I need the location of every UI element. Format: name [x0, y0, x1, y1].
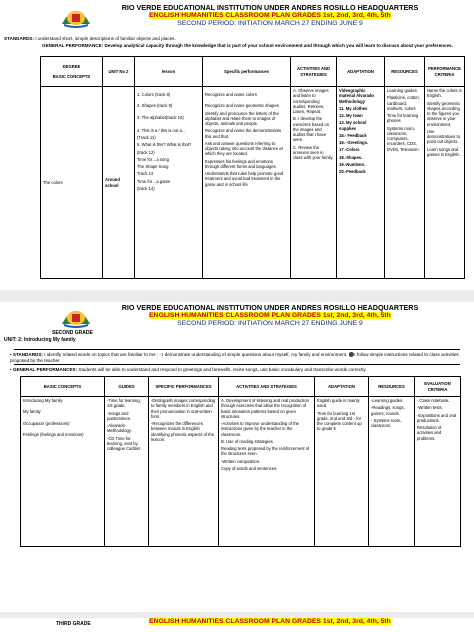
column-header: ACTIVITIES AND STRATEGIES [291, 57, 337, 87]
plan-table-second-grade [20, 376, 461, 547]
lesson-item: 4. This is a / this is not a… [137, 127, 187, 133]
lesson-item: 3. The alphabet(track 10) [137, 114, 184, 120]
grade-title: SECOND GRADE [52, 330, 93, 336]
lesson-item: 5. What is this? What is that? [137, 142, 192, 148]
column-header: DEGREE BASIC CONCEPTS [41, 57, 103, 87]
column-header: GUIDES [105, 377, 149, 397]
adaptation-cell: English guide is mainly used. Time for learning 1st grade, 2nd and 3rd - for the complete content up to grade 5 [315, 397, 369, 547]
divider [14, 349, 460, 350]
lesson-item: Track 13 [137, 171, 154, 177]
column-header: SPECIFIC PERFORMANCES [149, 377, 219, 397]
grade-title: THIRD GRADE [56, 621, 91, 627]
column-header: RESOURCES [385, 57, 425, 87]
degree-cell: The colors [41, 87, 103, 279]
general-performance-text: Students will be able to understand and respond to greetings and farewells, recite songs, use basic vocabulary and transcribe words correctly. [78, 367, 367, 372]
general-performance-text: Develop analytical capacity through the knowledge that is part of your school environment and through which you will learn to discuss about your preferences. [104, 43, 453, 48]
column-header: ACTIVITIES AND STRATEGIES [219, 377, 315, 397]
divider [14, 364, 460, 365]
header-period: SECOND PERIOD: INITIATION MARCH 27 ENDING JUNE 9 [177, 319, 363, 327]
lesson-item: 2. Shapes (track 9) [137, 103, 173, 109]
page-3 [0, 618, 474, 632]
column-header: lesson [135, 57, 203, 87]
general-performance [42, 43, 458, 49]
standards-text: I identify related words on topics that are familiar to me ; - I demonstrate understanding of simple questions about myself, my family and environment. ⚫I follow simple instructions related to class activities proposed by the teacher [10, 352, 459, 363]
activities-cell: A. Observe images and listen to corresponding audios. Retrieve, Listen, Repeat. B. I develop the exercises based on the images and audios that I have seen. C. Review the annexes seen in class with your family. [291, 87, 337, 279]
plan-table-first-grade [40, 56, 465, 279]
header-institution: RIO VERDE EDUCATIONAL INSTITUTION UNDER ANDRES ROSILLO HEADQUARTERS [121, 3, 419, 12]
general-performance-label: GENERAL PERFORMANCE: [42, 43, 104, 48]
header-period: SECOND PERIOD: INITIATION MARCH 27 ENDING JUNE 9 [177, 19, 363, 27]
header-plan-title: ENGLISH HUMANITIES CLASSROOM PLAN GRADES 1st, 2nd, 3rd, 4th, 5th [149, 312, 391, 320]
header-institution: RIO VERDE EDUCATIONAL INSTITUTION UNDER ANDRES ROSILLO HEADQUARTERS [121, 303, 419, 312]
adaptation-cell: Videographic material Alvarado Methodology 11. My clothes 12. My town 13. My school supplies 15.- Feedback 16.- Greetings. 17.-Colors 18.-Shapes. 19.-Numbers. 20.-Feedback [337, 87, 385, 279]
lesson-item: The Shape Song [137, 164, 169, 169]
column-header: ADAPTATION [337, 57, 385, 87]
standards-label: STANDARDS: [12, 352, 43, 357]
standards-label: STANDARDS: [4, 36, 35, 41]
resources-cell: -Learning guides. -Readings, songs, games, rounds. - Systems room, classroom. [369, 397, 415, 547]
column-header: ADAPTATION [315, 377, 369, 397]
header-plan-title: ENGLISH HUMANITIES CLASSROOM PLAN GRADES 1st, 2nd, 3rd, 4th, 5th [149, 12, 391, 20]
standards-line [4, 36, 470, 42]
column-header: PERFORMANCE CRITERIA [425, 57, 465, 87]
document-header [85, 618, 455, 626]
resources-cell: Learning guides Plasticine, cotton, cardboard, markers, colors Time for learning phones Systems room, classroom, Computers, recorders, CDS, DVDs, Television. [385, 87, 425, 279]
unit-cell: Around school [103, 87, 135, 279]
criteria-cell: Name the colors in English. Identify geometric shapes according to the figures you observe in your environment. Use demonstratives to point out objects. Learn songs and games in English. [425, 87, 465, 279]
document-header [85, 4, 455, 27]
lesson-item: (Track 11) [137, 135, 156, 140]
document-header [85, 304, 455, 327]
guides-cell: -Time for learning, 1st grade. -Songs and pantomimes. -Alvarado Methodology. -CD Time for learning, sent by colleague Carlitos [105, 397, 149, 547]
lesson-item: Time for…a game [137, 178, 171, 184]
page-1 [0, 0, 474, 290]
specific-performances-cell: -Distinguish images corresponding to family members in English and their pronunciation in oral-written form. -Recognizes the differences between moods in English identifying phonetic aspects of the lexicon. [149, 397, 219, 547]
lesson-item: 1. Colors (track 8) [137, 92, 171, 97]
column-header: EVALUATION CRITERIA [415, 377, 461, 397]
general-performance: • GENERAL PERFORMANCES: Students will be able to understand and respond to greetings and farewells, recite songs, use basic vocabulary and transcribe words correctly. [10, 367, 367, 372]
basic-concepts-cell: Introducing My family My family Occupation (professions) Feelings (feelings and emotions) [21, 397, 105, 547]
page-2 [0, 302, 474, 612]
lessons-cell [135, 87, 203, 279]
standards-text: I understand short, simple descriptions of familiar objects and places. [35, 36, 176, 41]
general-performance-label: GENERAL PERFORMANCES: [12, 367, 78, 372]
lesson-item: (track 12) [137, 149, 155, 155]
column-header: Specific performances [203, 57, 291, 87]
lesson-item: Time for…a song [137, 156, 169, 162]
column-header: RESOURCES [369, 377, 415, 397]
standards-line: • STANDARDS: I identify related words on topics that are familiar to me ; - I demonstrate understanding of simple questions about myself, my family and environment. ⚫I follow simple instructions related to class activities proposed by the teacher [10, 352, 459, 363]
activities-cell: A. Development of listening and oral production through exercises that allow the recognition of basic intonation patterns based on given structures. -Activities to improve understanding of the instructions given by the teacher in the classroom. B. Use of reading strategies. Reading texts proposed by the reinforcement of the structures seen. -Written composition. Copy of words and sentences. [219, 397, 315, 547]
specific-performances-cell: Recognize and name colors Recognize and name geometric shapes Identify and pronounce the letters of the alphabet and relate them to images of objects, animals and people. Recognize and name the demonstratives this and that. Ask and answer questions referring to objects taking into account the distance at which they are located. Expresses his feelings and emotions through different forms and languages Understands that rules help promote good treatment and avoid bad treatment in the game and in school life [203, 87, 291, 279]
lesson-item: (track 14) [137, 185, 155, 191]
header-plan-title: ENGLISH HUMANITIES CLASSROOM PLAN GRADES 1st, 2nd, 3rd, 4th, 5th [149, 618, 391, 625]
column-header: UNIT No 2 [103, 57, 135, 87]
criteria-cell: - Class notebook. -Written tests. -Expositions and oral productions. Resolution of activities and problems. [415, 397, 461, 547]
column-header: BASIC CONCEPTS [21, 377, 105, 397]
unit-title: UNIT: 2: Introducing My family [4, 337, 76, 343]
